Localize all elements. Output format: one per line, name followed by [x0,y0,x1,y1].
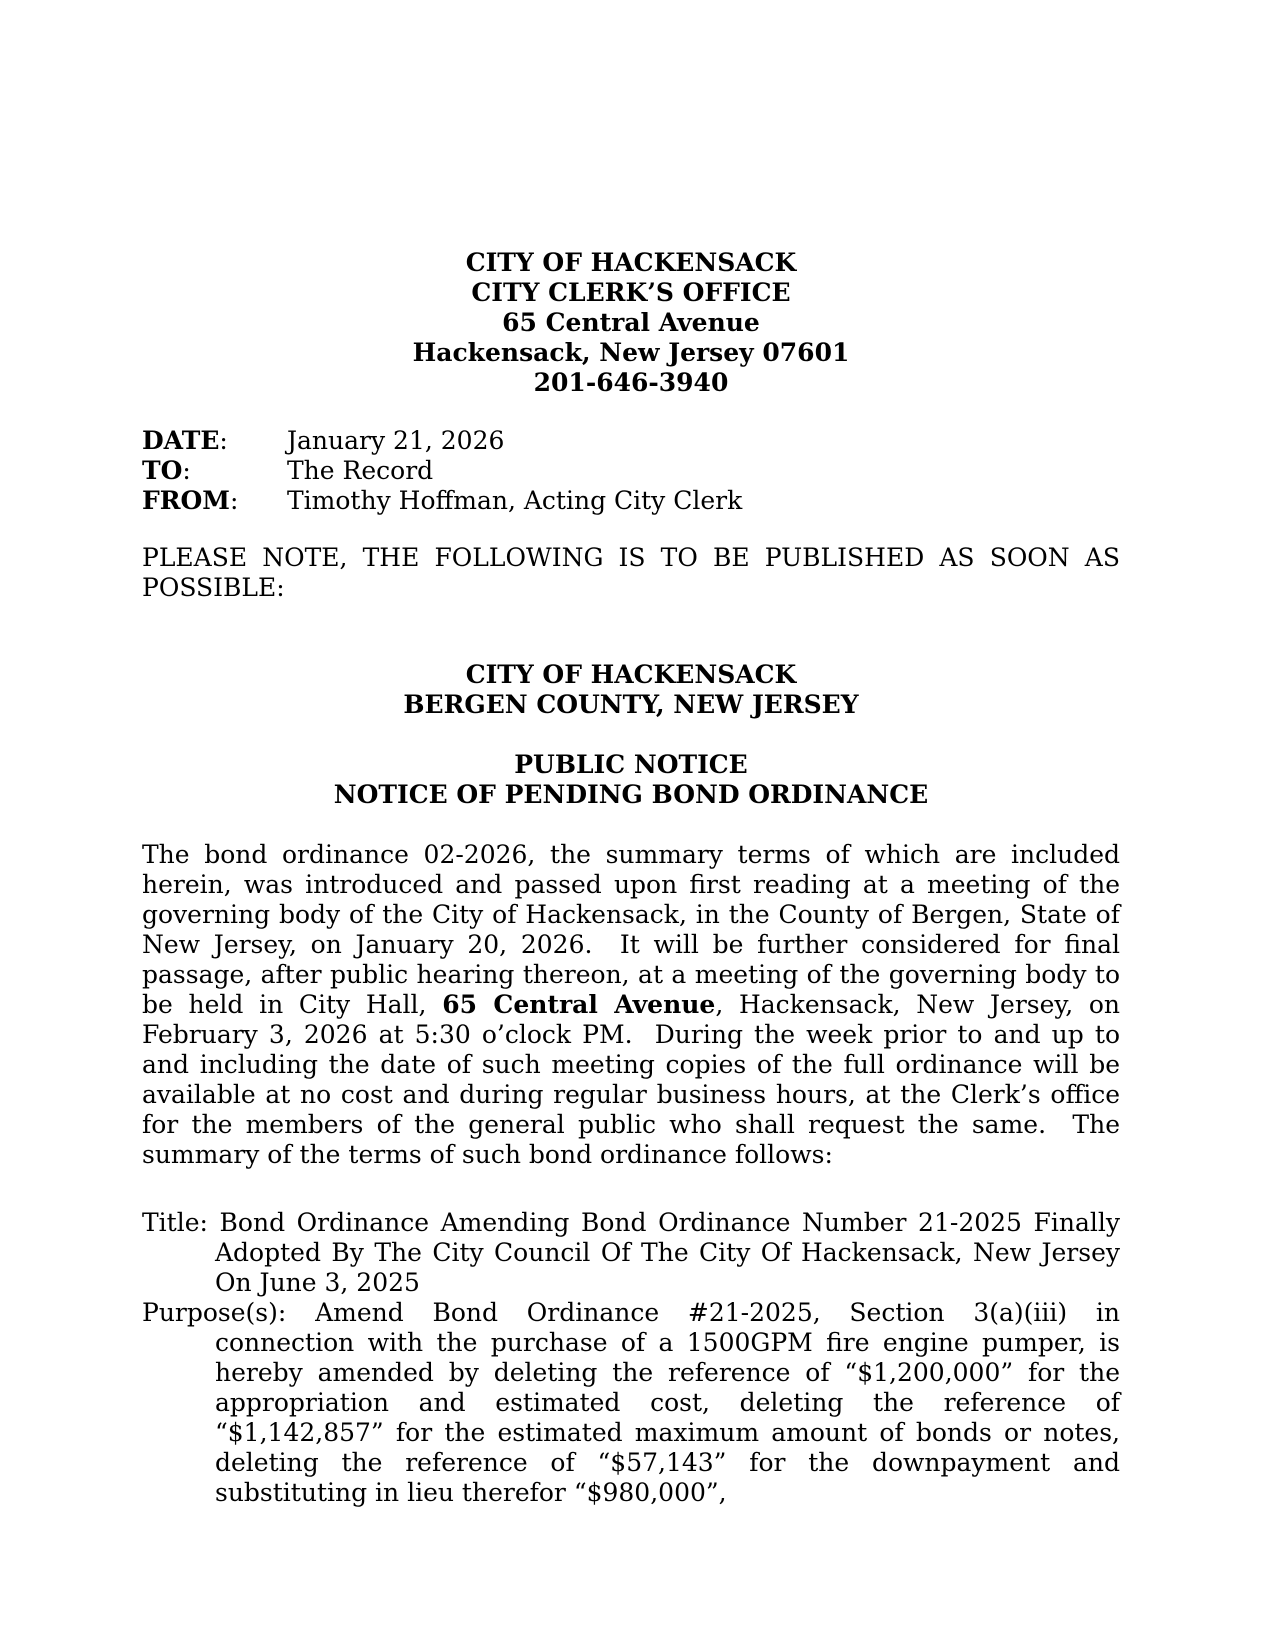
memo-to-value: The Record [287,456,434,485]
memo-to-label-text: TO [142,456,183,485]
letterhead-city-state-zip: Hackensack, New Jersey 07601 [412,338,850,367]
summary-item-title [142,1208,1120,1298]
memo-date-label [142,426,287,456]
letterhead [142,248,1120,398]
memo-row-from [142,486,1120,516]
memo-from-label-text: FROM [142,486,230,515]
memo-from-value: Timothy Hoffman, Acting City Clerk [287,486,743,515]
summary-purpose-label: Purpose(s): [142,1298,287,1327]
memo-from-separator: : [229,486,239,515]
memo-date-label-text: DATE [142,426,220,455]
notice-header [142,660,1120,720]
letterhead-phone-number: 201-646-3940 [533,368,729,397]
memo-to-label [142,456,287,486]
summary-purpose-text: Amend Bond Ordinance #21-2025, Section 3(a)(iii) in connection with the purchase of a 1500GPM fire engine pumper, is hereby amended by deleting the reference of “$1,200,000” for the appropriation and estimated cost, deleting the reference of “$1,142,857” for the estimated maximum amount of bonds or notes, deleting the reference of “$57,143” for the downpayment and substituting in lieu therefor “$980,000”, [215,1298,1120,1507]
notice-title [142,750,1120,810]
memo-row-to [142,456,1120,486]
body-paragraph [142,840,1120,1170]
summary-title-text: Bond Ordinance Amending Bond Ordinance Number 21-2025 Finally Adopted By The City Council Of The City Of Hackensack, New Jersey On June 3, 2025 [215,1208,1121,1297]
body-paragraph-bold-address: 65 Central Avenue [442,990,716,1019]
body-paragraph-text-after: , Hackensack, New Jersey, on February 3, 2026 at 5:30 o’clock PM. During the week prior to and up to and including the date of such meeting copies of the full ordinance will be available at no cost and during regular business hours, at the Clerk’s office for the members of the general public who shall request the same. The summary of the terms of such bond ordinance follows: [142,990,1120,1169]
notice-title-public-notice: PUBLIC NOTICE [514,750,748,779]
letterhead-office-name: CITY CLERK’S OFFICE [471,278,791,307]
notice-title-pending-bond-ordinance: NOTICE OF PENDING BOND ORDINANCE [333,780,929,809]
letterhead-org-name: CITY OF HACKENSACK [465,248,797,277]
memo-row-date [142,426,1120,456]
notice-header-city: CITY OF HACKENSACK [465,660,797,689]
summary-item-purpose [142,1298,1120,1508]
publish-instruction: PLEASE NOTE, THE FOLLOWING IS TO BE PUBLISHED AS SOON AS POSSIBLE: [142,543,1120,602]
body-paragraph-text-before: The bond ordinance 02-2026, the summary terms of which are included herein, was introduced and passed upon first reading at a meeting of the governing body of the City of Hackensack, in the County of Bergen, State of New Jersey, on January 20, 2026. It will be further considered for final passage, after public hearing thereon, at a meeting of the governing body to be held in City Hall, [142,840,1120,1019]
summary-title-label: Title: [142,1208,208,1237]
memo-date-value: January 21, 2026 [287,426,505,455]
letterhead-street-address: 65 Central Avenue [502,308,760,337]
memo-from-label [142,486,287,516]
memo-header [142,426,1120,516]
notice-header-county: BERGEN COUNTY, NEW JERSEY [403,690,859,719]
memo-to-separator: : [182,456,191,485]
memo-date-separator: : [219,426,228,455]
